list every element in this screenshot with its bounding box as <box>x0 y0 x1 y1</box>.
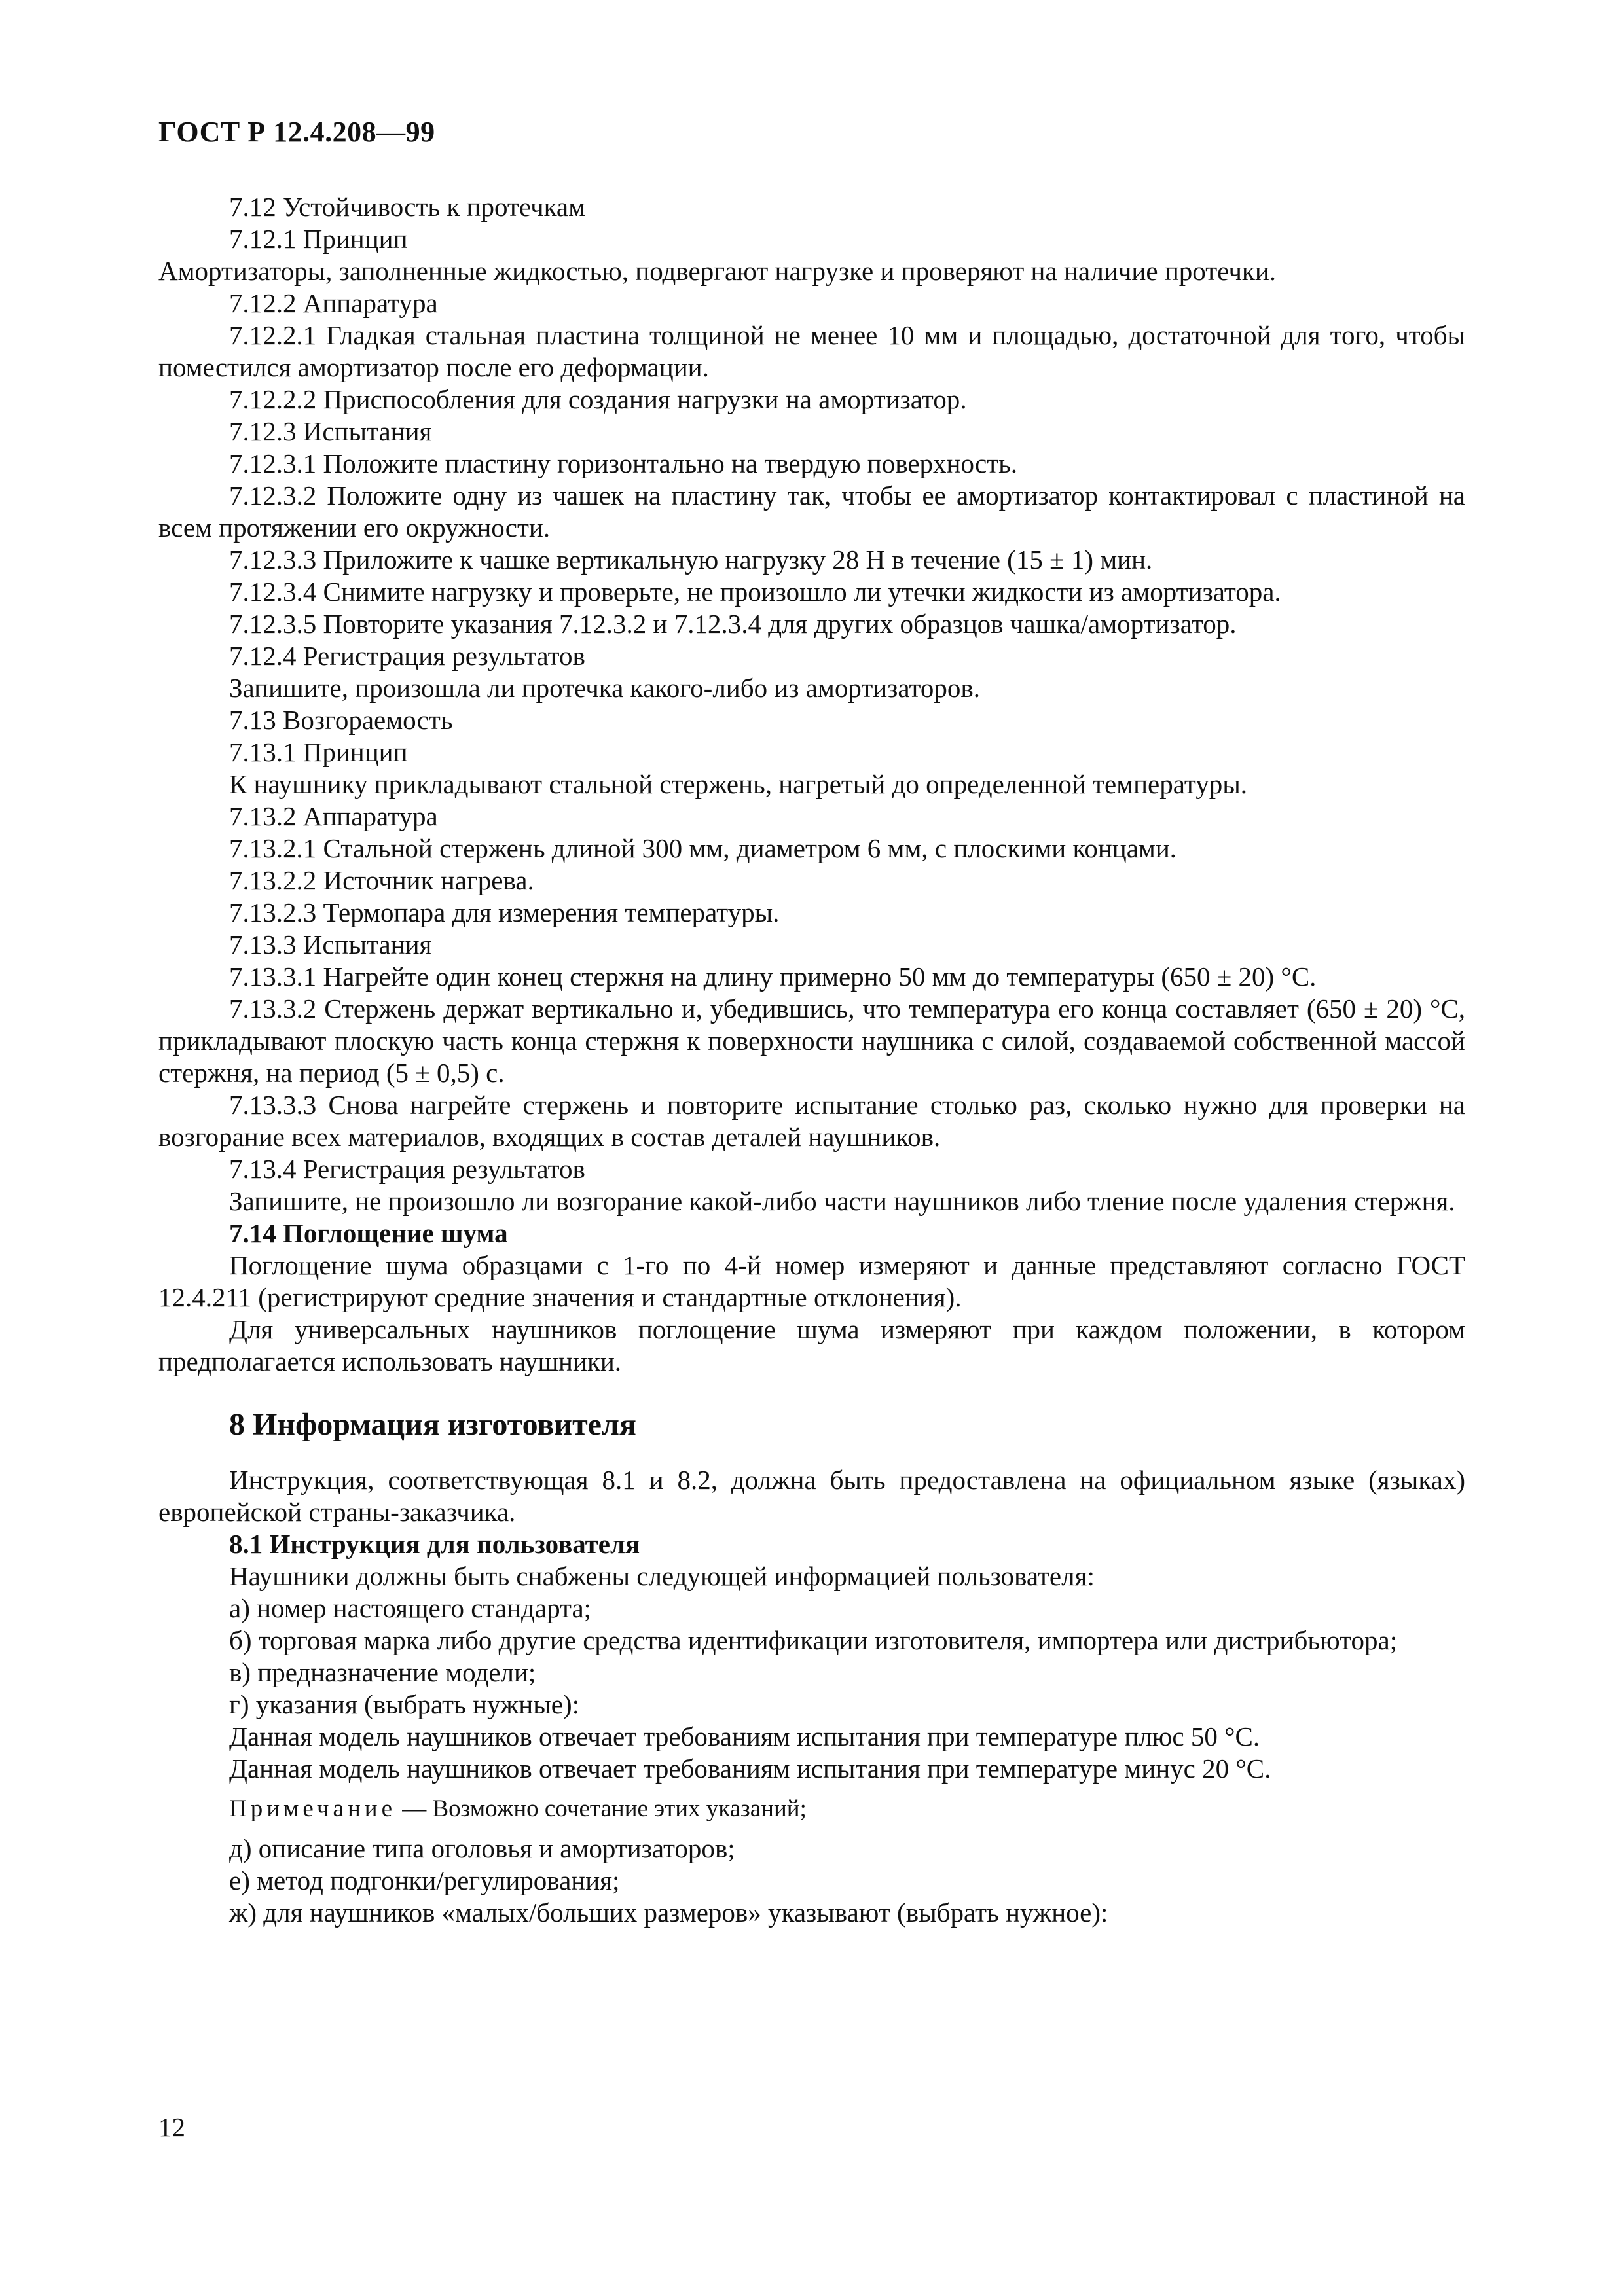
subsection-title: 7.12.1 Принцип <box>229 224 408 254</box>
paragraph: 7.12.3.3 Приложите к чашке вертикальную нагрузку 28 Н в течение (15 ± 1) мин. <box>229 545 1153 575</box>
subsection-title: 7.13.4 Регистрация результатов <box>229 1154 585 1184</box>
paragraph: 7.13.3.2 Стержень держат вертикально и, убедившись, что температура его конца составляет (650 ± 20) °С, прикладывают плоскую часть конца стержня к поверхности наушника с силой, создаваемой собственной массой стержня, на период (5 ± 0,5) с. <box>158 994 1465 1088</box>
list-item: в) предназначение модели; <box>229 1657 536 1687</box>
subsection-title: 7.13.3 Испытания <box>229 929 432 960</box>
paragraph: Амортизаторы, заполненные жидкостью, подвергают нагрузке и проверяют на наличие протечки. <box>158 256 1277 286</box>
section-title: 7.12 Устойчивость к протечкам <box>229 192 586 222</box>
paragraph: 7.13.3.3 Снова нагрейте стержень и повторите испытание столько раз, сколько нужно для проверки на возгорание всех материалов, входящих в состав деталей наушников. <box>158 1090 1465 1152</box>
paragraph: 7.12.3.2 Положите одну из чашек на пластину так, чтобы ее амортизатор контактировал с пластиной на всем протяжении его окружности. <box>158 480 1465 543</box>
subsection-title: 7.13.2 Аппаратура <box>229 801 438 831</box>
subsection-title-bold: 8.1 Инструкция для пользователя <box>229 1529 640 1559</box>
section-title-bold: 7.14 Поглощение шума <box>229 1218 508 1248</box>
note-label: Примечание <box>229 1795 396 1822</box>
section-title: 7.13 Возгораемость <box>229 705 453 735</box>
paragraph: 7.12.2.2 Приспособления для создания нагрузки на амортизатор. <box>229 384 967 414</box>
paragraph: 7.12.3.4 Снимите нагрузку и проверьте, не произошло ли утечки жидкости из амортизатора. <box>229 577 1281 607</box>
subsection-title: 7.12.2 Аппаратура <box>229 288 438 318</box>
paragraph: 7.13.2.1 Стальной стержень длиной 300 мм, диаметром 6 мм, с плоскими концами. <box>229 833 1177 863</box>
paragraph: 7.12.3.1 Положите пластину горизонтально на твердую поверхность. <box>229 448 1018 478</box>
page-number: 12 <box>158 2112 185 2142</box>
document-header: ГОСТ Р 12.4.208—99 <box>158 116 435 148</box>
paragraph: Наушники должны быть снабжены следующей информацией пользователя: <box>229 1561 1095 1591</box>
paragraph: 7.13.3.1 Нагрейте один конец стержня на длину примерно 50 мм до температуры (650 ± 20) °С. <box>229 961 1317 992</box>
subsection-title: 7.13.1 Принцип <box>229 737 408 767</box>
list-item: ж) для наушников «малых/больших размеров» указывают (выбрать нужное): <box>229 1897 1108 1928</box>
note-text: — Возможно сочетание этих указаний; <box>396 1795 807 1822</box>
subsection-title: 7.12.4 Регистрация результатов <box>229 641 585 671</box>
paragraph: Запишите, не произошло ли возгорание какой-либо части наушников либо тление после удаления стержня. <box>229 1186 1455 1216</box>
note <box>158 1793 1465 1825</box>
list-item: е) метод подгонки/регулирования; <box>229 1865 620 1895</box>
paragraph: Запишите, произошла ли протечка какого-либо из амортизаторов. <box>229 673 980 703</box>
paragraph: Для универсальных наушников поглощение шума измеряют при каждом положении, в котором предполагается использовать наушники. <box>158 1314 1465 1376</box>
paragraph: К наушнику прикладывают стальной стержень, нагретый до определенной температуры. <box>229 769 1248 799</box>
paragraph: 7.12.3.5 Повторите указания 7.12.3.2 и 7.12.3.4 для других образцов чашка/амортизатор. <box>229 609 1237 639</box>
paragraph: 7.13.2.3 Термопара для измерения температуры. <box>229 897 780 927</box>
statement: Данная модель наушников отвечает требованиям испытания при температуре плюс 50 °С. <box>229 1721 1260 1751</box>
list-item: д) описание типа оголовья и амортизаторов; <box>229 1833 735 1863</box>
paragraph: 7.13.2.2 Источник нагрева. <box>229 865 534 895</box>
list-item: г) указания (выбрать нужные): <box>229 1689 579 1719</box>
list-item: б) торговая марка либо другие средства идентификации изготовителя, импортера или дистрибьютора; <box>229 1625 1398 1655</box>
statement: Данная модель наушников отвечает требованиям испытания при температуре минус 20 °С. <box>229 1753 1271 1784</box>
paragraph: 7.12.2.1 Гладкая стальная пластина толщиной не менее 10 мм и площадью, достаточной для того, чтобы поместился амортизатор после его деформации. <box>158 320 1465 382</box>
subsection-title: 7.12.3 Испытания <box>229 416 432 446</box>
list-item: а) номер настоящего стандарта; <box>229 1593 592 1623</box>
document-body <box>158 191 1465 1929</box>
paragraph: Инструкция, соответствующая 8.1 и 8.2, должна быть предоставлена на официальном языке (языках) европейской страны-заказчика. <box>158 1465 1465 1527</box>
paragraph: Поглощение шума образцами с 1-го по 4-й номер измеряют и данные представляют согласно ГОСТ 12.4.211 (регистрируют средние значения и стандартные отклонения). <box>158 1250 1465 1312</box>
section-heading: 8 Информация изготовителя <box>229 1407 636 1442</box>
